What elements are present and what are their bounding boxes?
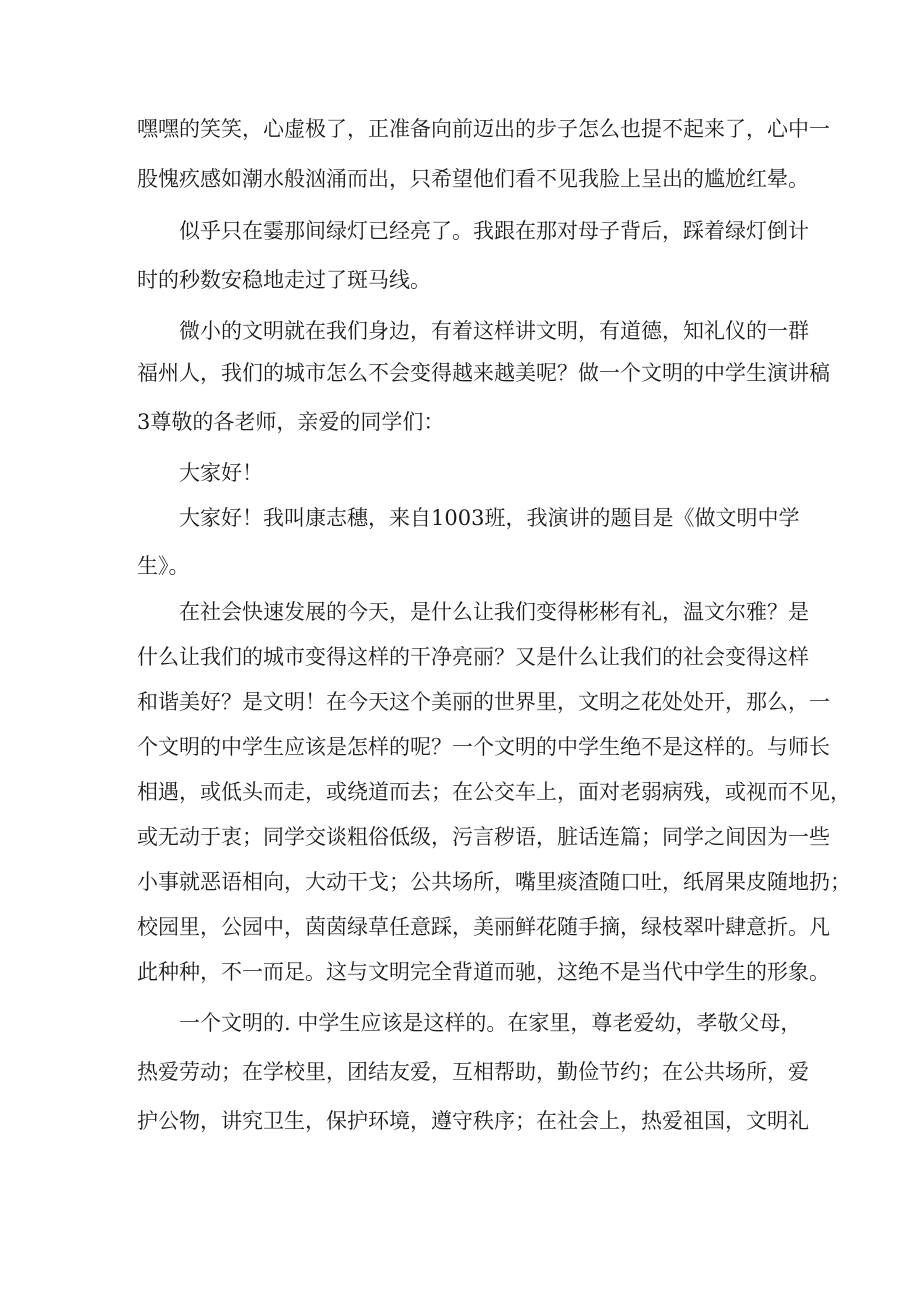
text-line: 此种种，不一而足。这与文明完全背道而驰，这绝不是当代中学生的形象。: [137, 960, 830, 984]
text-line: 和谐美好？是文明！在今天这个美丽的世界里，文明之花处处开，那么，一: [137, 690, 830, 714]
text-line: 3尊敬的各老师，亲爱的同学们：: [137, 410, 445, 434]
text-line: 个文明的中学生应该是怎样的呢？一个文明的中学生绝不是这样的。与师长: [137, 735, 830, 759]
text-line: 一个文明的. 中学生应该是这样的。在家里，尊老爱幼，孝敬父母，: [179, 1011, 802, 1035]
text-line: 微小的文明就在我们身边，有着这样讲文明，有道德，知礼仪的一群: [179, 319, 809, 343]
text-line: 大家好！我叫康志穗，来自1003班，我演讲的题目是《做文明中学: [179, 506, 800, 530]
text-line: 福州人，我们的城市怎么不会变得越来越美呢？做一个文明的中学生演讲稿: [137, 361, 830, 385]
text-line: 校园里，公园中，茵茵绿草任意踩，美丽鲜花随手摘，绿枝翠叶肆意折。凡: [137, 915, 830, 939]
text-line: 生》。: [137, 554, 190, 578]
text-line: 似乎只在霎那间绿灯已经亮了。我跟在那对母子背后，踩着绿灯倒计: [179, 219, 809, 243]
text-line: 时的秒数安稳地走过了斑马线。: [137, 268, 431, 292]
text-line: 什么让我们的城市变得这样的干净亮丽？又是什么让我们的社会变得这样: [137, 645, 809, 669]
text-line: 护公物，讲究卫生，保护环境，遵守秩序；在社会上，热爱祖国，文明礼: [137, 1109, 809, 1133]
text-line: 热爱劳动；在学校里，团结友爱，互相帮助，勤俭节约；在公共场所，爱: [137, 1060, 809, 1084]
text-line: 相遇，或低头而走，或绕道而去；在公交车上，面对老弱病残，或视而不见，: [137, 780, 851, 804]
text-line: 小事就恶语相向，大动干戈；公共场所，嘴里痰渣随口吐，纸屑果皮随地扔；: [137, 870, 851, 894]
text-line: 嘿嘿的笑笑，心虚极了，正准备向前迈出的步子怎么也提不起来了，心中一: [137, 117, 830, 141]
text-line: 在社会快速发展的今天，是什么让我们变得彬彬有礼，温文尔雅？是: [179, 600, 809, 624]
text-line: 大家好！: [179, 461, 263, 485]
text-line: 或无动于衷；同学交谈粗俗低级，污言秽语，脏话连篇；同学之间因为一些: [137, 825, 830, 849]
text-line: 股愧疚感如潮水般汹涌而出，只希望他们看不见我脸上呈出的尴尬红晕。: [137, 167, 809, 191]
